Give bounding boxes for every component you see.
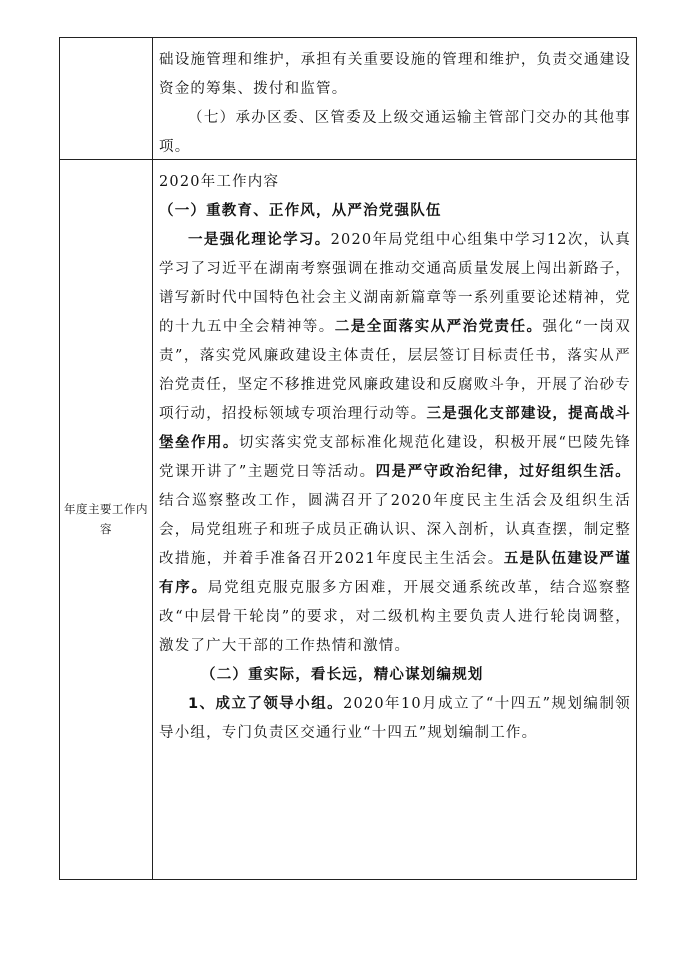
point-3-text: 切实落实党支部标准化规范化建设，积极开展“巴陵先锋党课开讲了”主题党日等活动。 [159,435,632,480]
point-3-heading: 三是强化支部建设，提高战斗堡垒作用。 [159,406,631,451]
section-1-paragraph [159,226,631,661]
point-2-text: 强化“一岗双责”，落实党风廉政建设主体责任，层层签订目标责任书，落实从严治党责任，坚定不移推进党风廉政建设和反腐败斗争，开展了治砂专项行动，招投标领域专项治理行动等。 [159,319,631,422]
responsibility-text: 础设施管理和维护，承担有关重要设施的管理和维护，负责交通建设资金的筹集、拨付和监管。 [159,52,631,97]
section-heading-1: （一）重教育、正作风，从严治党强队伍 [159,203,442,219]
section-2-point-1-heading: 1、成立了领导小组。 [188,696,344,712]
responsibility-item-7: （七）承办区委、区管委及上级交通运输主管部门交办的其他事项。 [159,110,631,155]
point-5-text: 局党组克服克服多方困难，开展交通系统改革，结合巡察整改“中层骨干轮岗”的要求，对二级机构主要负责人进行轮岗调整，激发了广大干部的工作热情和激情。 [159,580,631,654]
responsibilities-cell [159,46,631,162]
section-heading-2: （二）重实际，看长远，精心谋划编规划 [201,667,484,683]
point-1-text: 2020年局党组中心组集中学习12次，认真学习了习近平在湖南考察强调在推动交通高质量发展上闯出新路子，谱写新时代中国特色社会主义湖南新篇章等一系列重要论述精神，党的十九五中全会精神等。 [159,232,631,335]
section-2-point-1-text: 2020年10月成立了“十四五”规划编制领导小组，专门负责区交通行业“十四五”规划编制工作。 [159,696,631,741]
work-table [59,37,637,880]
year-title: 2020年工作内容 [159,174,280,190]
point-4-heading: 四是严守政治纪律，过好组织生活。 [375,464,632,480]
point-1-heading: 一是强化理论学习。 [188,232,331,248]
point-5-heading: 五是队伍建设严谨有序。 [159,551,631,596]
row-label-cell [60,159,152,879]
point-4-text: 结合巡察整改工作，圆满召开了2020年度民主生活会及组织生活会，局党组班子和班子成员正确认识、深入剖析，认真查摆，制定整改措施，并着手准备召开2021年度民主生活会。 [159,493,631,567]
column-divider [152,38,153,879]
point-2-heading: 二是全面落实从严治党责任。 [334,319,543,335]
work-content-cell [159,168,631,748]
section-2-paragraph [159,690,631,748]
row-label: 年度主要工作内容 [64,502,148,536]
